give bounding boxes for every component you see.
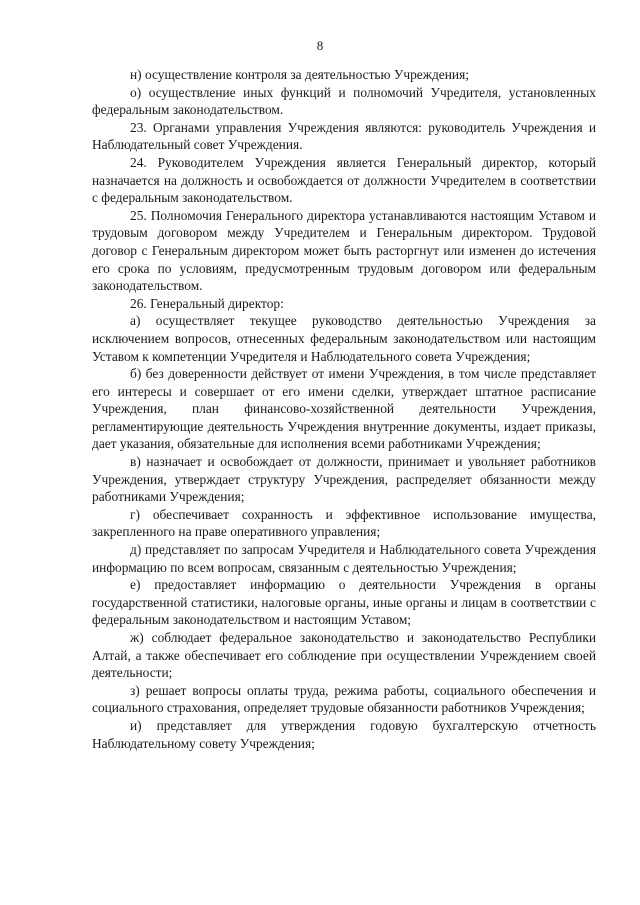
page-number: 8: [316, 38, 324, 53]
paragraph-26-z: з) решает вопросы оплаты труда, режима работы, социального обеспечения и социального страхования, определяет трудовые обязанности работников Учреждения;: [92, 682, 596, 716]
paragraph-25: 25. Полномочия Генерального директора устанавливаются настоящим Уставом и трудовым договором между Учредителем и Генеральным директором. Трудовой договор с Генеральным директором может быть расторгнут или изменен до истечения его срока по условиям, предусмотренным трудовым договором или федеральным законодательством.: [92, 207, 596, 294]
paragraph-26-zh: ж) соблюдает федеральное законодательство и законодательство Республики Алтай, а также обеспечивает его соблюдение при осуществлении Учреждением своей деятельности;: [92, 630, 596, 681]
paragraph-26-g: г) обеспечивает сохранность и эффективное использование имущества, закрепленного на праве оперативного управления;: [92, 506, 596, 540]
paragraph-item-n: н) осуществление контроля за деятельностью Учреждения;: [130, 67, 469, 82]
paragraph-26-i: и) представляет для утверждения годовую бухгалтерскую отчетность Наблюдательному совету Учреждения;: [92, 717, 596, 751]
paragraph-26-d: д) представляет по запросам Учредителя и Наблюдательного совета Учреждения информацию по всем вопросам, связанным с деятельностью Учреждения;: [92, 542, 596, 575]
paragraph-24: 24. Руководителем Учреждения является Генеральный директор, который назначается на должность и освобождается от должности Учредителем в соответствии с федеральным законодательством.: [92, 154, 596, 206]
paragraph-23: 23. Органами управления Учреждения являются: руководитель Учреждения и Наблюдательный совет Учреждения.: [92, 119, 596, 153]
paragraph-26-b: б) без доверенности действует от имени Учреждения, в том числе представляет его интересы и совершает от его имени сделки, утверждает штатное расписание Учреждения, план финансово-хозяйственной деятельности Учреждения, регламентирующие деятельность Учреждения внутренние документы, издает приказы, дает указания, обязательные для исполнения всеми работниками Учреждения;: [92, 366, 596, 452]
paragraph-26-heading: 26. Генеральный директор:: [130, 295, 284, 311]
paragraph-item-o: о) осуществление иных функций и полномочий Учредителя, установленных федеральным законодательством.: [92, 84, 596, 118]
paragraph-26-v: в) назначает и освобождает от должности, принимает и увольняет работников Учреждения, утверждает структуру Учреждения, распределяет обязанности между работниками Учреждения;: [92, 454, 596, 505]
paragraph-26-e: е) предоставляет информацию о деятельности Учреждения в органы государственной статистики, налоговые органы, иные органы и лицам в соответствии с федеральным законодательством и настоящим Уставом;: [92, 577, 596, 628]
document-body: [92, 66, 596, 752]
paragraph-26-a: а) осуществляет текущее руководство деятельностью Учреждения за исключением вопросов, отнесенных федеральным законодательством или настоящим Уставом к компетенции Учредителя и Наблюдательного совета Учреждения;: [92, 313, 596, 364]
